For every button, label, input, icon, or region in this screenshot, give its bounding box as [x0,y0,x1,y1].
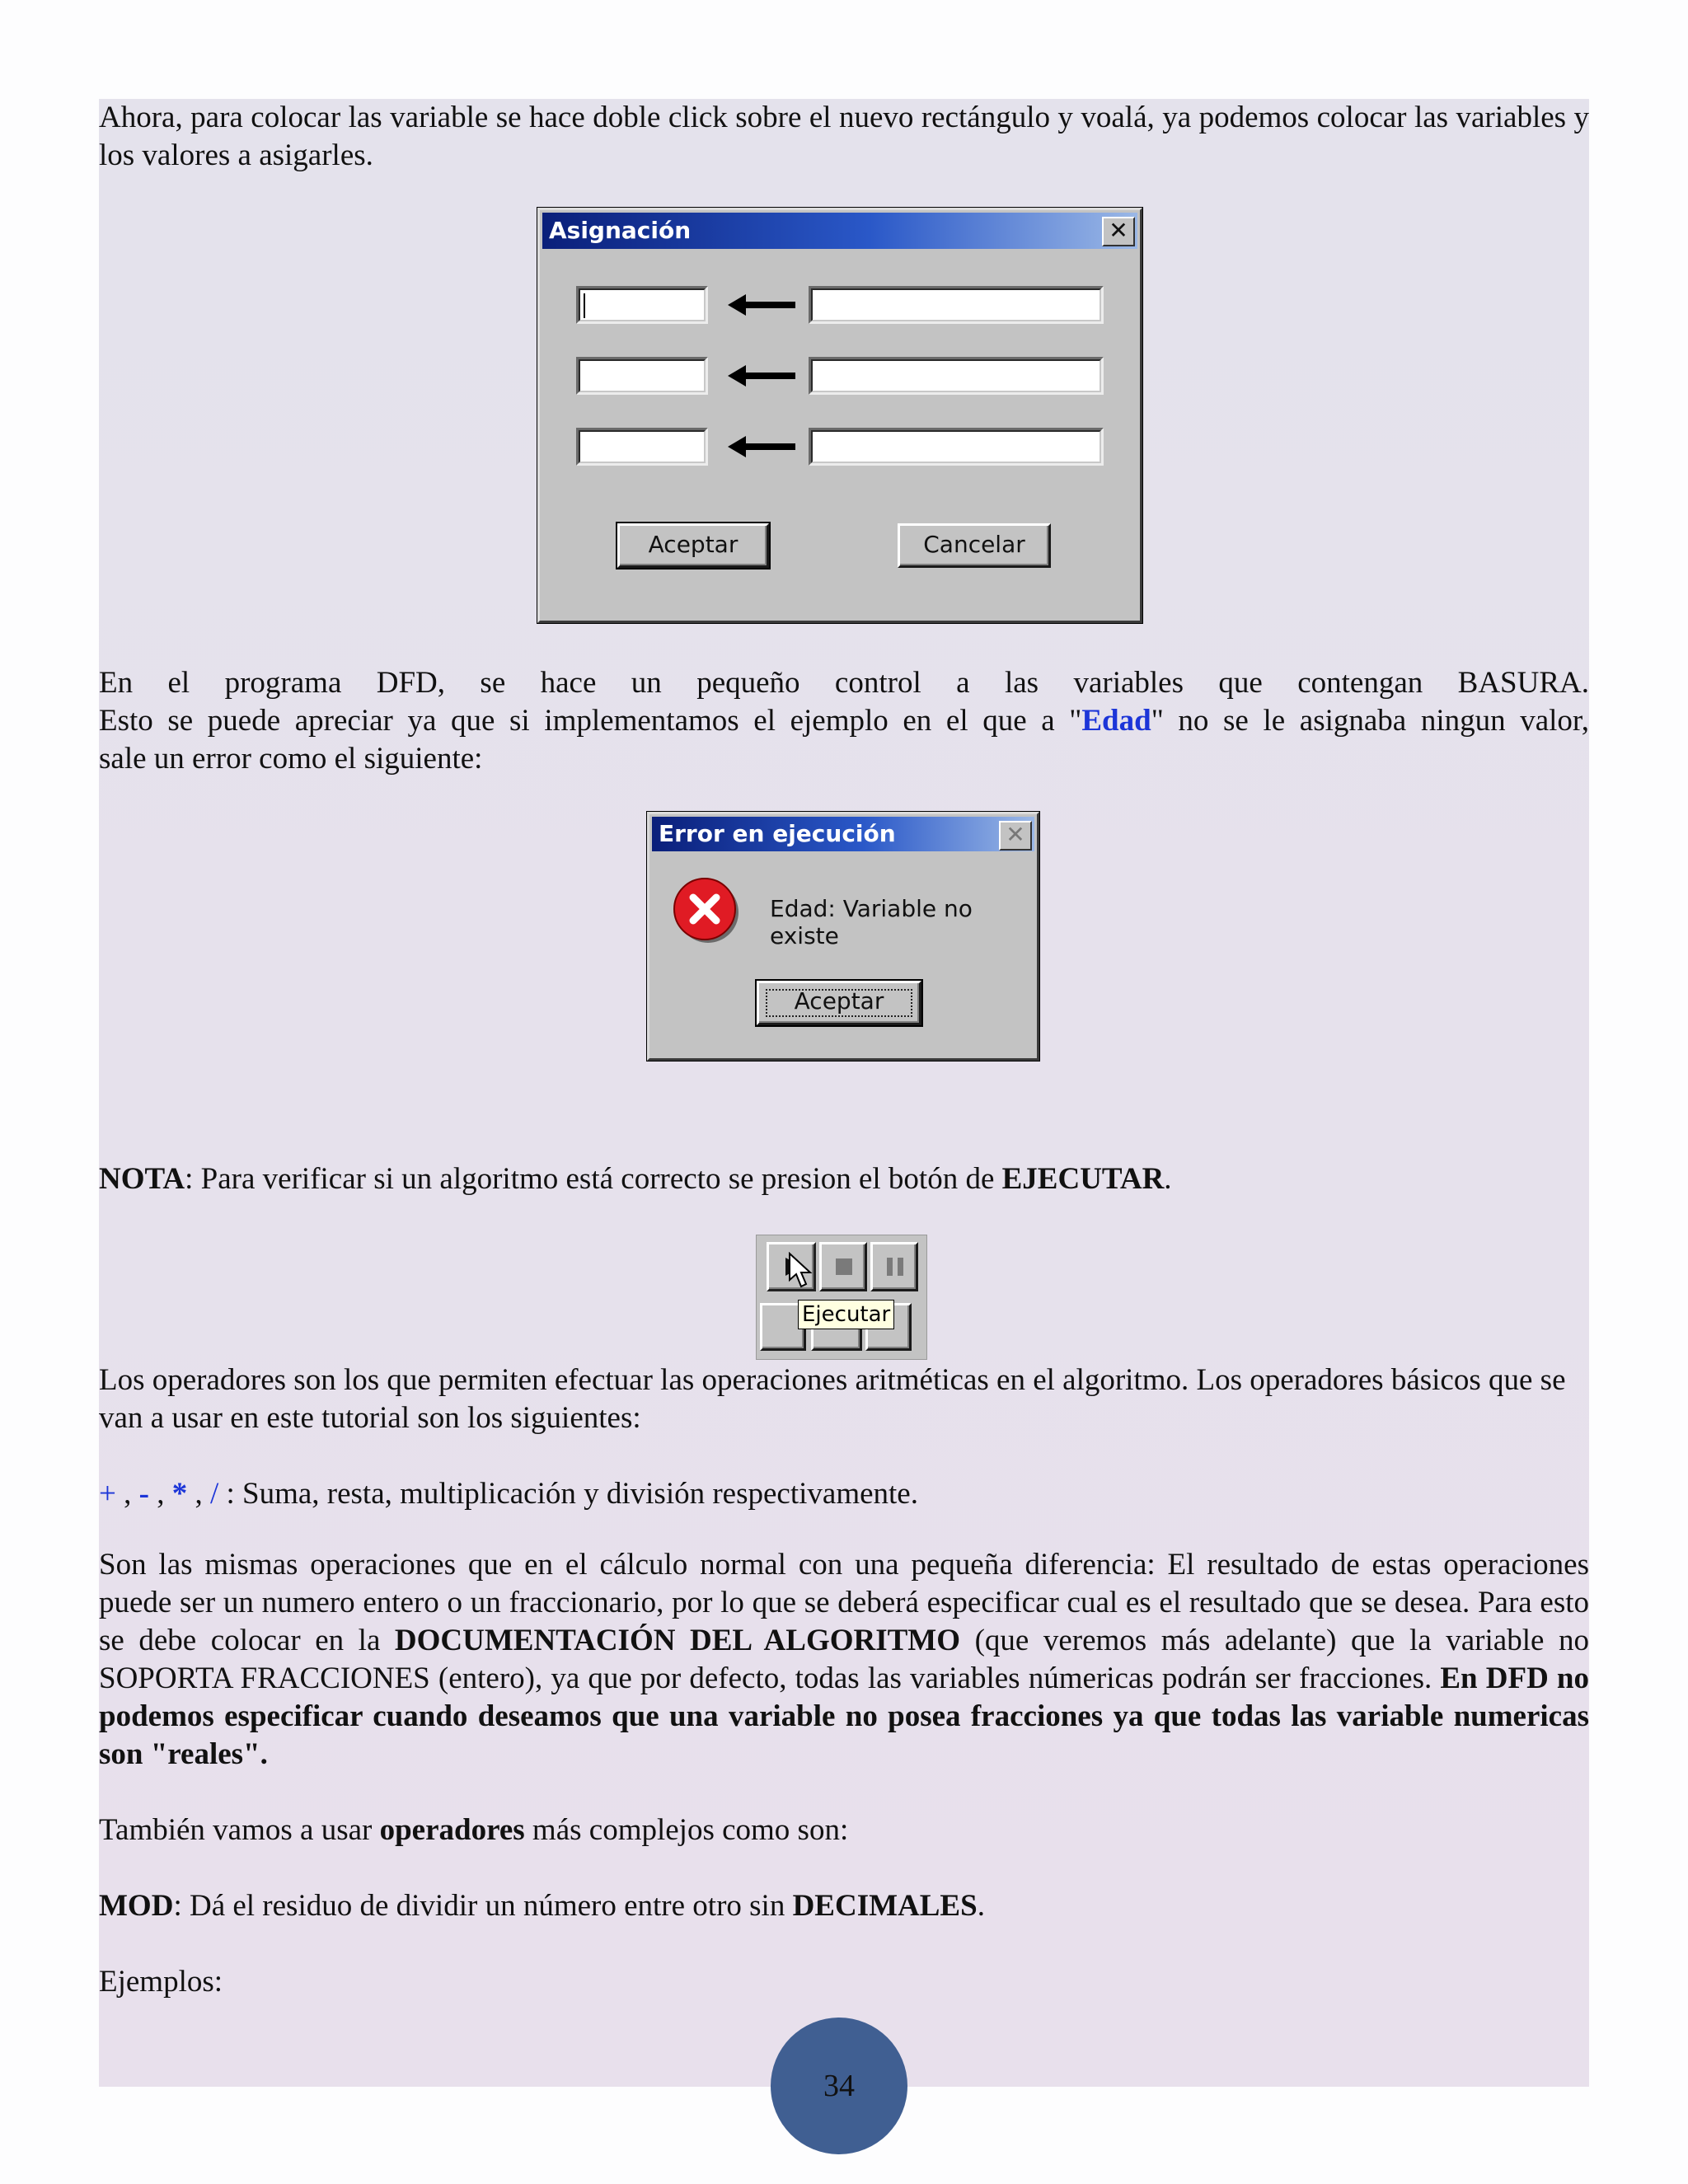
tooltip: Ejecutar [798,1300,894,1329]
decimales-keyword: DECIMALES [792,1889,978,1923]
separator: , [115,1477,139,1511]
value-input-1[interactable] [809,286,1104,324]
dfd-paragraph-line2 [99,702,1589,740]
mouse-cursor-icon [788,1252,813,1290]
mod-paragraph [99,1887,1589,1925]
variable-input-1[interactable] [576,286,708,324]
operators-paragraph: Los operadores son los que permiten efectuar las operaciones aritméticas en el algoritmo. Los operadores básicos que se van a usar en este tutorial son los siguientes: [99,1363,1566,1435]
value-input-2[interactable] [809,357,1104,395]
text-span: (que veremos más adelante) que la variable no SOPORTA FRACCIONES (entero), ya que por defecto, todas las variables númericas podrán ser fracciones. [99,1624,1589,1695]
stop-button[interactable] [819,1242,867,1291]
examples-heading: Ejemplos: [99,1965,223,1999]
error-title: Error en ejecución [659,820,896,847]
assignment-titlebar [542,213,1137,249]
page-number: 34 [771,2018,907,2154]
close-icon[interactable]: ✕ [1102,217,1135,246]
accept-button[interactable]: Aceptar [617,523,769,568]
pause-icon [884,1256,906,1277]
error-dialog [647,812,1039,1061]
value-input-3[interactable] [809,428,1104,466]
focus-indicator [766,989,912,1017]
separator: , [148,1477,172,1511]
documentation-keyword: DOCUMENTACIÓN DEL ALGORITMO [394,1624,961,1657]
text-span: . [977,1889,985,1923]
operators-list [99,1475,1589,1513]
variable-input-2[interactable] [576,357,708,395]
variable-name-highlight: Edad [1081,704,1151,738]
note-label: NOTA [99,1162,185,1196]
assignment-title: Asignación [549,217,692,244]
error-message: Edad: Variable no existe [770,895,973,949]
assignment-dialog [537,208,1142,623]
operators-description: : Suma, resta, multiplicación y división respectivamente. [218,1477,918,1511]
times-operator: * [171,1477,188,1511]
button-label: Aceptar [794,987,884,1015]
text-span: " no se le asignaba ningun valor, [1151,704,1589,738]
left-arrow-icon [728,365,795,387]
left-arrow-icon [728,294,795,316]
plus-operator: + [99,1477,116,1511]
intro-paragraph: Ahora, para colocar las variable se hace doble click sobre el nuevo rectángulo y voalá, ya podemos colocar las variables y los valores a asigarles. [99,101,1589,172]
text-span: . [1164,1162,1172,1196]
stop-icon [834,1257,854,1277]
toolbar-screenshot [756,1235,927,1360]
cancel-button[interactable]: Cancelar [898,523,1051,568]
error-accept-button[interactable] [757,981,921,1025]
error-titlebar [652,817,1034,851]
same-operations-paragraph [99,1546,1589,1774]
text-span: También vamos a usar [99,1813,380,1847]
dfd-paragraph-line3: sale un error como el siguiente: [99,742,483,776]
execute-keyword: EJECUTAR [1001,1162,1165,1196]
text-span: Esto se puede apreciar ya que si implementamos el ejemplo en el que a " [99,704,1082,738]
minus-operator: - [138,1477,149,1511]
dfd-paragraph-line1: En el programa DFD, se hace un pequeño control a las variables que contengan BASURA. [99,666,1589,700]
text-cursor [584,293,585,318]
separator: , [187,1477,210,1511]
text-span: : Dá el residuo de dividir un número entre otro sin [173,1889,793,1923]
variable-input-3[interactable] [576,428,708,466]
operators-keyword: operadores [379,1813,525,1847]
mod-label: MOD [99,1889,174,1923]
error-icon [673,877,740,944]
text-span: más complejos como son: [524,1813,849,1847]
text-span: : Para verificar si un algoritmo está correcto se presion el botón de [185,1162,1002,1196]
text-span: Son las mismas operaciones que en el cálculo normal con una pequeña diferencia: El resultado de estas operaciones puede ser un numero entero o un fraccionario, por lo que se deberá especificar cual es el resultado que se desea. Para esto se debe colocar en la [99,1548,1589,1657]
left-arrow-icon [728,436,795,457]
note-paragraph [99,1160,1589,1198]
divide-operator: / [209,1477,219,1511]
bold-statement: En DFD no podemos especificar cuando deseamos que una variable no posea fracciones ya que todas las variable numericas son "reales". [99,1661,1589,1771]
pause-button[interactable] [870,1242,918,1291]
close-icon[interactable]: ✕ [999,821,1032,851]
complex-operators-paragraph [99,1811,1589,1849]
